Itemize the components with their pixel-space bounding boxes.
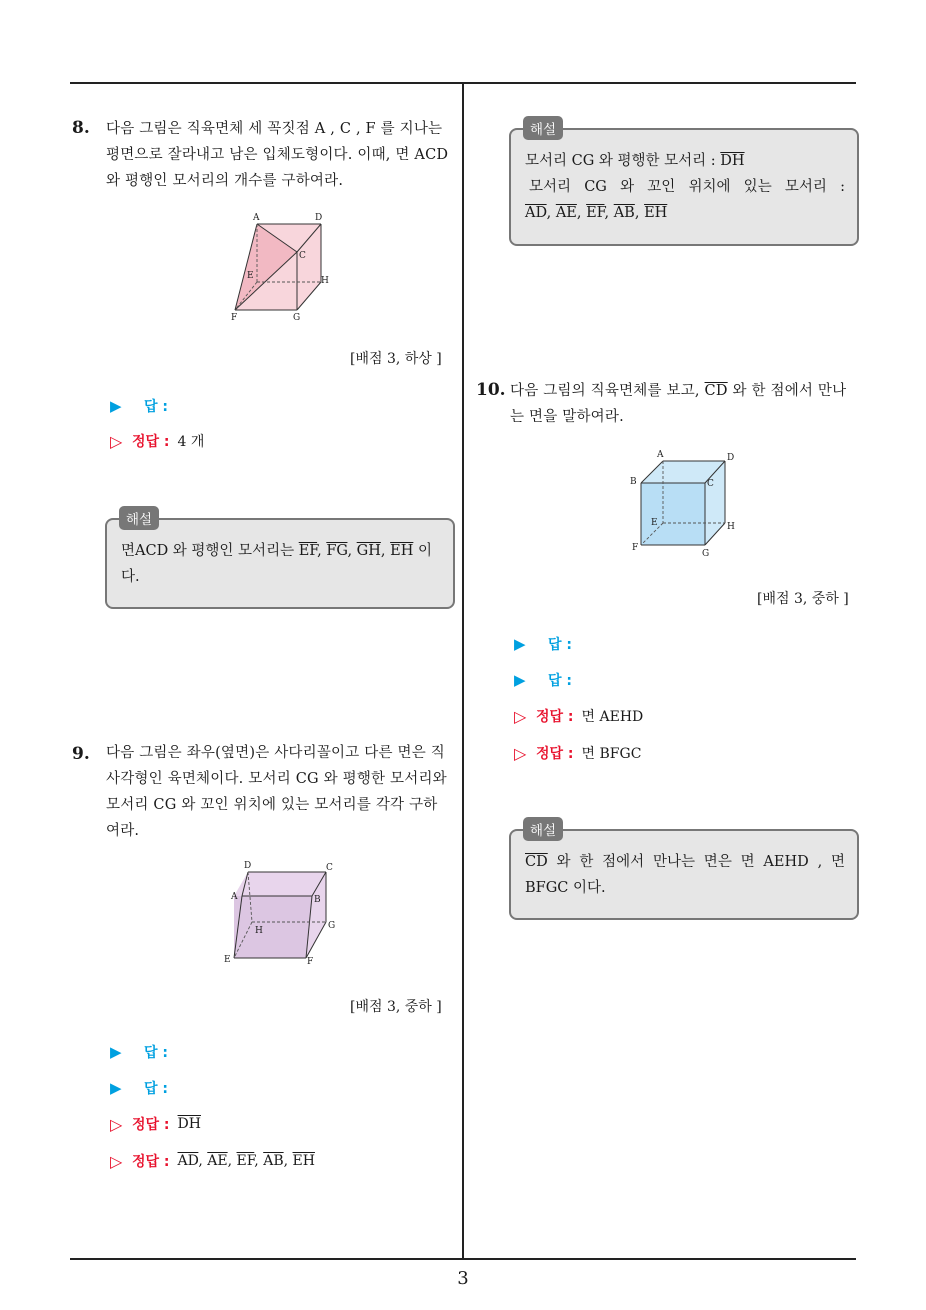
q9-explanation-tag: 해설: [523, 116, 563, 140]
q8-score: [배점 3, 하상 ]: [350, 351, 442, 367]
q9-figure: [222, 858, 342, 968]
q8-explanation-tag: 해설: [119, 506, 159, 530]
q10-number: 10.: [476, 380, 506, 400]
outline-triangle-icon: ▷: [514, 706, 527, 726]
outline-triangle-icon: ▷: [110, 1114, 123, 1134]
q10-text-line2: 는 면을 말하여라.: [510, 409, 624, 425]
q8-label-c: C: [299, 251, 306, 261]
q10-correct-value-2: 면 BFGC: [581, 746, 642, 762]
q8-text-line2: 평면으로 잘라내고 남은 입체도형이다. 이때, 면 ACD: [106, 147, 449, 163]
q9-label-g: G: [328, 921, 336, 931]
q10-text-line1: 다음 그림의 직육면체를 보고, $\overline{CD}$ 와 한 점에서 만나: [510, 383, 847, 399]
outline-triangle-icon: ▷: [110, 1151, 123, 1171]
q9-answer-field-2[interactable]: [110, 1078, 168, 1098]
q8-label-a: A: [253, 213, 260, 223]
outline-triangle-icon: ▷: [514, 743, 527, 763]
q9-label-b: B: [314, 895, 321, 905]
q9-answer-label-1: 답 :: [144, 1045, 168, 1061]
q8-explanation-text: 면ACD 와 평행인 모서리는 $\overline{EF}$, $\overline{FG}$, $\overline{GH}$, $\overline{EH}$ 이 다.: [121, 543, 432, 585]
outline-triangle-icon: ▷: [110, 431, 123, 451]
q10-answer-label-1: 답 :: [548, 637, 572, 653]
q9-explanation-box: [509, 122, 859, 246]
q9-number: 9.: [72, 744, 90, 764]
q9-explanation-text: 모서리 CG 와 평행한 모서리 : $\overline{DH}$ 모서리 CG 와 꼬인 위치에 있는 모서리 : $\overline{AD}$, $\overline{AE}$, $\overline{EF}$, $\overline{AB}$, $\overline{EH}$: [525, 153, 845, 221]
q10-label-a: A: [657, 450, 664, 460]
q10-explanation-text: $\overline{CD}$ 와 한 점에서 만나는 면은 면 AEHD , 면 BFGC 이다.: [525, 854, 845, 896]
play-icon: ▶: [110, 1043, 122, 1061]
bottom-rule: [70, 1258, 856, 1260]
q10-explanation-box: [509, 823, 859, 920]
q8-number: 8.: [72, 118, 90, 138]
page-number: 3: [457, 1268, 469, 1289]
q8-label-d: D: [315, 213, 323, 223]
q10-label-g: G: [702, 549, 710, 559]
q10-explanation-tag: 해설: [523, 817, 563, 841]
q9-text: [106, 740, 456, 844]
q8-correct-answer: [110, 431, 204, 451]
q8-answer-field[interactable]: [110, 396, 168, 416]
q9-correct-value-2: $\overline{AD}$, $\overline{AE}$, $\overline{EF}$, $\overline{AB}$, $\overline{EH}$: [177, 1153, 315, 1169]
q8-correct-label: 정답 :: [132, 434, 170, 450]
q9-label-d: D: [244, 861, 252, 871]
q8-text: [106, 116, 456, 194]
play-icon: ▶: [514, 635, 526, 653]
q10-label-e: E: [651, 518, 658, 528]
q10-figure: [625, 445, 745, 560]
play-icon: ▶: [110, 397, 122, 415]
q9-text-line1: 다음 그림은 좌우(옆면)은 사다리꼴이고 다른 면은 직: [106, 745, 445, 761]
q10-correct-answer-1: [514, 706, 643, 726]
q9-front: [234, 896, 312, 958]
q10-correct-value-1: 면 AEHD: [581, 709, 644, 725]
q8-text-line3: 와 평행인 모서리의 개수를 구하여라.: [106, 173, 344, 189]
play-icon: ▶: [514, 671, 526, 689]
q9-label-c: C: [326, 863, 333, 873]
q9-label-h: H: [255, 926, 263, 936]
q9-text-line4: 여라.: [106, 823, 140, 839]
q10-answer-field-1[interactable]: [514, 634, 572, 654]
q8-explanation-box: [105, 512, 455, 609]
q8-answer-label: 답 :: [144, 399, 168, 415]
q10-label-c: C: [707, 479, 714, 489]
q8-label-e: E: [247, 271, 254, 281]
q10-label-b: B: [630, 477, 637, 487]
q9-correct-answer-2: [110, 1151, 315, 1171]
q10-label-f: F: [632, 543, 639, 553]
q8-text-line1: 다음 그림은 직육면체 세 꼭짓점 A , C , F 를 지나는: [106, 121, 443, 137]
q9-correct-answer-1: [110, 1114, 201, 1134]
q9-text-line3: 모서리 CG 와 꼬인 위치에 있는 모서리를 각각 구하: [106, 797, 438, 813]
column-divider: [462, 84, 464, 1260]
q10-correct-answer-2: [514, 743, 641, 763]
q9-correct-value-1: $\overline{DH}$: [177, 1116, 201, 1132]
q8-label-g: G: [293, 313, 301, 323]
q9-score: [배점 3, 중하 ]: [350, 999, 442, 1015]
q9-label-f: F: [307, 957, 314, 967]
q8-label-h: H: [321, 276, 329, 286]
q10-correct-label-1: 정답 :: [536, 709, 574, 725]
q9-text-line2: 사각형인 육면체이다. 모서리 CG 와 평행한 모서리와: [106, 771, 447, 787]
q10-label-h: H: [727, 522, 735, 532]
q9-label-e: E: [224, 955, 231, 965]
q8-correct-value: 4 개: [177, 434, 205, 450]
q9-label-a: A: [231, 892, 238, 902]
q10-answer-field-2[interactable]: [514, 670, 572, 690]
q10-text: [510, 378, 860, 430]
q8-figure: [225, 210, 335, 325]
play-icon: ▶: [110, 1079, 122, 1097]
q8-label-f: F: [231, 313, 238, 323]
q9-correct-label-2: 정답 :: [132, 1154, 170, 1170]
q10-correct-label-2: 정답 :: [536, 746, 574, 762]
q10-answer-label-2: 답 :: [548, 673, 572, 689]
q10-label-d: D: [727, 453, 735, 463]
q10-score: [배점 3, 중하 ]: [757, 591, 849, 607]
q9-correct-label-1: 정답 :: [132, 1117, 170, 1133]
q9-answer-label-2: 답 :: [144, 1081, 168, 1097]
q9-answer-field-1[interactable]: [110, 1042, 168, 1062]
